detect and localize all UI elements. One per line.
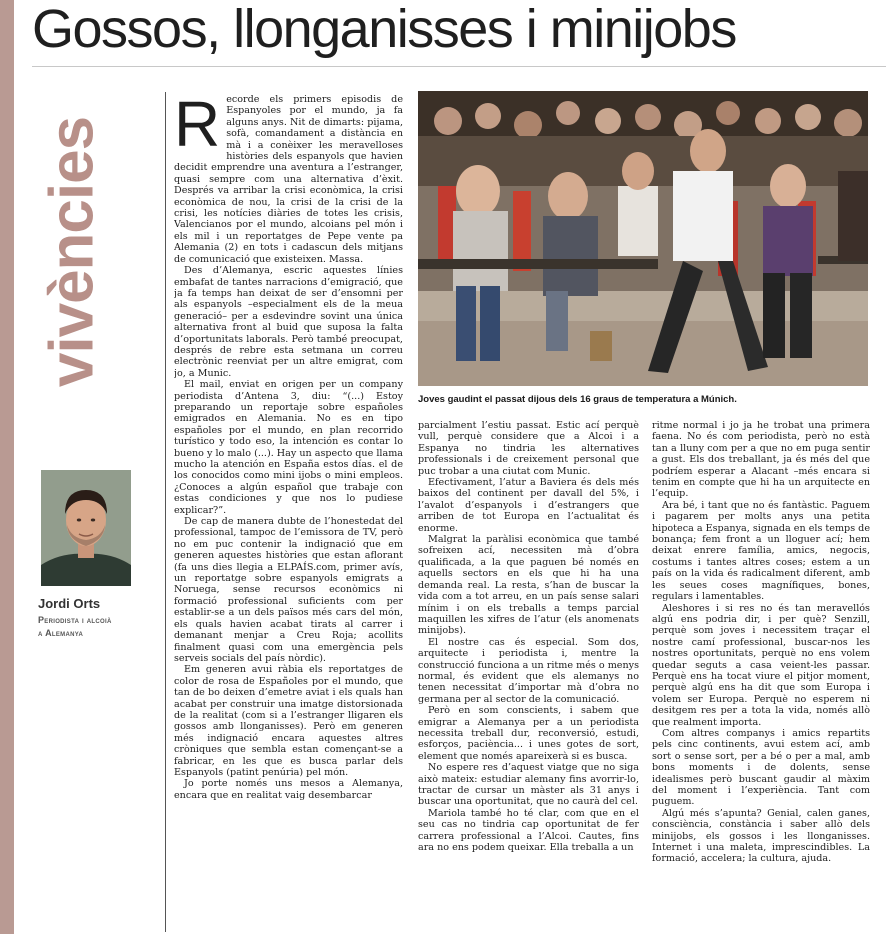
cafe-terrace-photo	[418, 91, 868, 386]
section-label-text: vivències	[37, 116, 107, 388]
photo-caption: Joves gaudint el passat dijous dels 16 graus de temperatura a Múnich.	[418, 394, 737, 405]
paragraph: Jo porte només uns mesos a Alemanya, encara que en realitat vaig desembarcar	[174, 778, 403, 801]
author-role-line-2: a Alemanya	[38, 628, 84, 638]
article-column-3	[652, 420, 870, 932]
headline-rule	[32, 66, 886, 67]
paragraph: Mariola també ho té clar, com que en el seu cas no tindria cap oportunitat de fer carrera professional a l’Alcoi. Cautes, fins ara no ens podem queixar. Ella treballa a un	[418, 807, 639, 854]
article-headline: Gossos, llonganisses i minijobs	[32, 0, 736, 59]
paragraph: Aleshores i si res no és tan meravellós algú ens podria dir, i per què? Senzill, perquè som joves i necessitem traçar el nostre camí professional, buscar-nos les nostres oportunitats, perquè no ens volem quedar seguts a casa veient-les passar. Perquè ens ha tocat viure el pitjor moment, perquè algú ens ha dit que som Europa i volem ser Europa. Perquè no esperem ni desitgem res per a tota la vida, només allò que realment importa.	[652, 602, 870, 728]
paragraph: ecorde els primers episodis de Espanyoles por el mundo, ja fa alguns anys. Nit de dimarts: pijama, sofà, comandament a distància en mà i a conèixer les meravelloses històries dels espanyols que havien decidit emprendre una aventura a l’estranger, quasi sempre com una alternativa d’èxit. Després va arribar la crisi econòmica, la crisi econòmica de nou, la crisi de la crisi de la crisi, les notícies diàries de totes les crisis, Valencianos por el mundo, alcoians pel món i els mil i un reportatges de Pepe vente pa Alemania (2) en tots i cadascun dels mitjans de comunicació que existeixen. Massa.	[174, 94, 403, 265]
author-role-line-1: Periodista i alcoià	[38, 615, 112, 625]
article-column-2	[418, 420, 639, 932]
paragraph: Però en som conscients, i sabem que emigrar a Alemanya per a un periodista necessita treball dur, reconversió, estudi, esforços, paciència... i unes gotes de sort, element que només apareixerà si es busca.	[418, 705, 639, 762]
paragraph: No espere res d’aquest viatge que no siga això mateix: estudiar alemany fins avorrir-lo, tractar de cursar un màster als 31 anys i buscar una oportunitat, que no caurà del cel.	[418, 762, 639, 808]
left-accent-bar	[0, 0, 14, 934]
author-name: Jordi Orts	[38, 596, 101, 611]
paragraph: El nostre cas és especial. Som dos, arquitecte i periodista i, mentre la construcció funciona a un ritme més o menys normal, és evident que els alemanys no tenen necessitat d’importar mà d’obra no germana per al sector de la comunicació.	[418, 636, 639, 705]
paragraph: De cap de manera dubte de l’honestedat del professional, tampoc de l’emissora de TV, però no em puc contenir la indignació que em generen aquestes històries que estan aflorant (fa uns dies llegia a ELPAÍS.com, primer avís, un reportatge sobre espanyols emigrats a Noruega, sense recursos econòmics ni formació professional suficients com per establir-se a un dels països més cars del món, els quals havien acabat tirats al carrer i demanant menjar a Creu Roja; acollits finalment quasi com una emergència pels serveis socials del país nòrdic).	[174, 516, 403, 664]
paragraph: ritme normal i jo ja he trobat una primera faena. No és com periodista, però no està tan a lluny com per a que no em puga sentir a gust. Els dos treballant, ja és més del que podríem esperar a Alacant –més encara si tenim en compte que hi ha un arquitecte en l’equip.	[652, 420, 870, 500]
article-column-1	[174, 94, 403, 930]
paragraph: Ara bé, i tant que no és fantàstic. Paguem i pagarem per molts anys una petita hipoteca a Espanya, signada en els temps de bonança; fem front a un lloguer ací; hem deixat enrere família, amics, negocis, costums i tantes altres coses; estem a un país on la vida és radicalment diferent, amb les seues coses magnífiques, bones, regulars i lamentables.	[652, 499, 870, 603]
paragraph: parcialment l’estiu passat. Estic ací perquè vull, perquè considere que a Alcoi i a Espanya no tindria les alternatives professionals i de creixement personal que puc trobar a una ciutat com Munic.	[418, 420, 639, 477]
author-photo	[41, 470, 131, 586]
paragraph: Algú més s’apunta? Genial, calen ganes, consciència, constància i saber allò dels minijobs, els gossos i les llonganisses. Internet i una maleta, imprescindibles. La formació, accelera; la cultura, ajuda.	[652, 807, 870, 865]
paragraph: Efectivament, l’atur a Baviera és dels més baixos del continent per davall del 5%, i l’avalot d’espanyols i d’estrangers que arriben de tot Europa en l’actualitat és enorme.	[418, 477, 639, 534]
section-label	[22, 92, 122, 412]
paragraph: Em generen avui ràbia els reportatges de color de rosa de Españoles por el mundo, que tan de bo deixen d’emetre aviat i els quals han acabat per construir una imatge distorsionada de la realitat (com si a l’estranger lligaren els gossos amb llonganisses). Però em generen més indignació encara aquestes altres cròniques que sembla estan començant-se a fabricar, en les que es busca parlar dels Espanyols (patint penúria) pel món.	[174, 664, 403, 778]
crowd-terrace-image	[418, 91, 868, 386]
author-role	[38, 614, 158, 640]
paragraph: Com altres companys i amics repartits pels cinc continents, avui estem ací, amb sort o sense sort, per a bé o per a mal, amb bons moments i de dolents, sense idealismes però buscant gaudir al màxim del moment i l’experiència. Tant com puguem.	[652, 727, 870, 808]
paragraph: Des d’Alemanya, escric aquestes línies embafat de tantes narracions d’emigració, que ja fa temps han deixat de ser d’ensomni per als espanyols –especialment els de la meua generació– per a esdevindre sovint una única alternativa front al buid que suposa la falta d’oportunitats laborals. Però també preocupat, després de rebre esta setmana un correu electrònic reenviat per un altre emigrat, com jo, a Munic.	[174, 265, 403, 379]
paragraph: Malgrat la paràlisi econòmica que també sofreixen ací, necessiten mà d’obra qualificada, a la que paguen bé només en aquells sectors en els que hi ha una demanda real. La resta, s’han de buscar la vida com a tot arreu, en un país sense salari mínim i on els treballs a temps parcial maquillen les xifres de l’atur (els anomenats minijobs).	[418, 534, 639, 637]
author-portrait-image	[41, 470, 131, 586]
drop-cap: R	[174, 94, 221, 160]
column-divider	[165, 92, 166, 932]
paragraph: El mail, enviat en origen per un company periodista d’Antena 3, diu: “(...) Estoy preparando un reportaje sobre españoles emigrados en Alemania. No es en tipo españoles por el mundo, en plan recorrido turístico y todo eso, la intención es contar lo bueno y lo malo (...). Hay un aspecto que llama mucho la atención en España estos días. el de los conocidos como mini ijobs o mini empleos. ¿Conoces a algún español que trabaje con estas condiciones y que nos lo pudiese explicar?”.	[174, 379, 403, 516]
